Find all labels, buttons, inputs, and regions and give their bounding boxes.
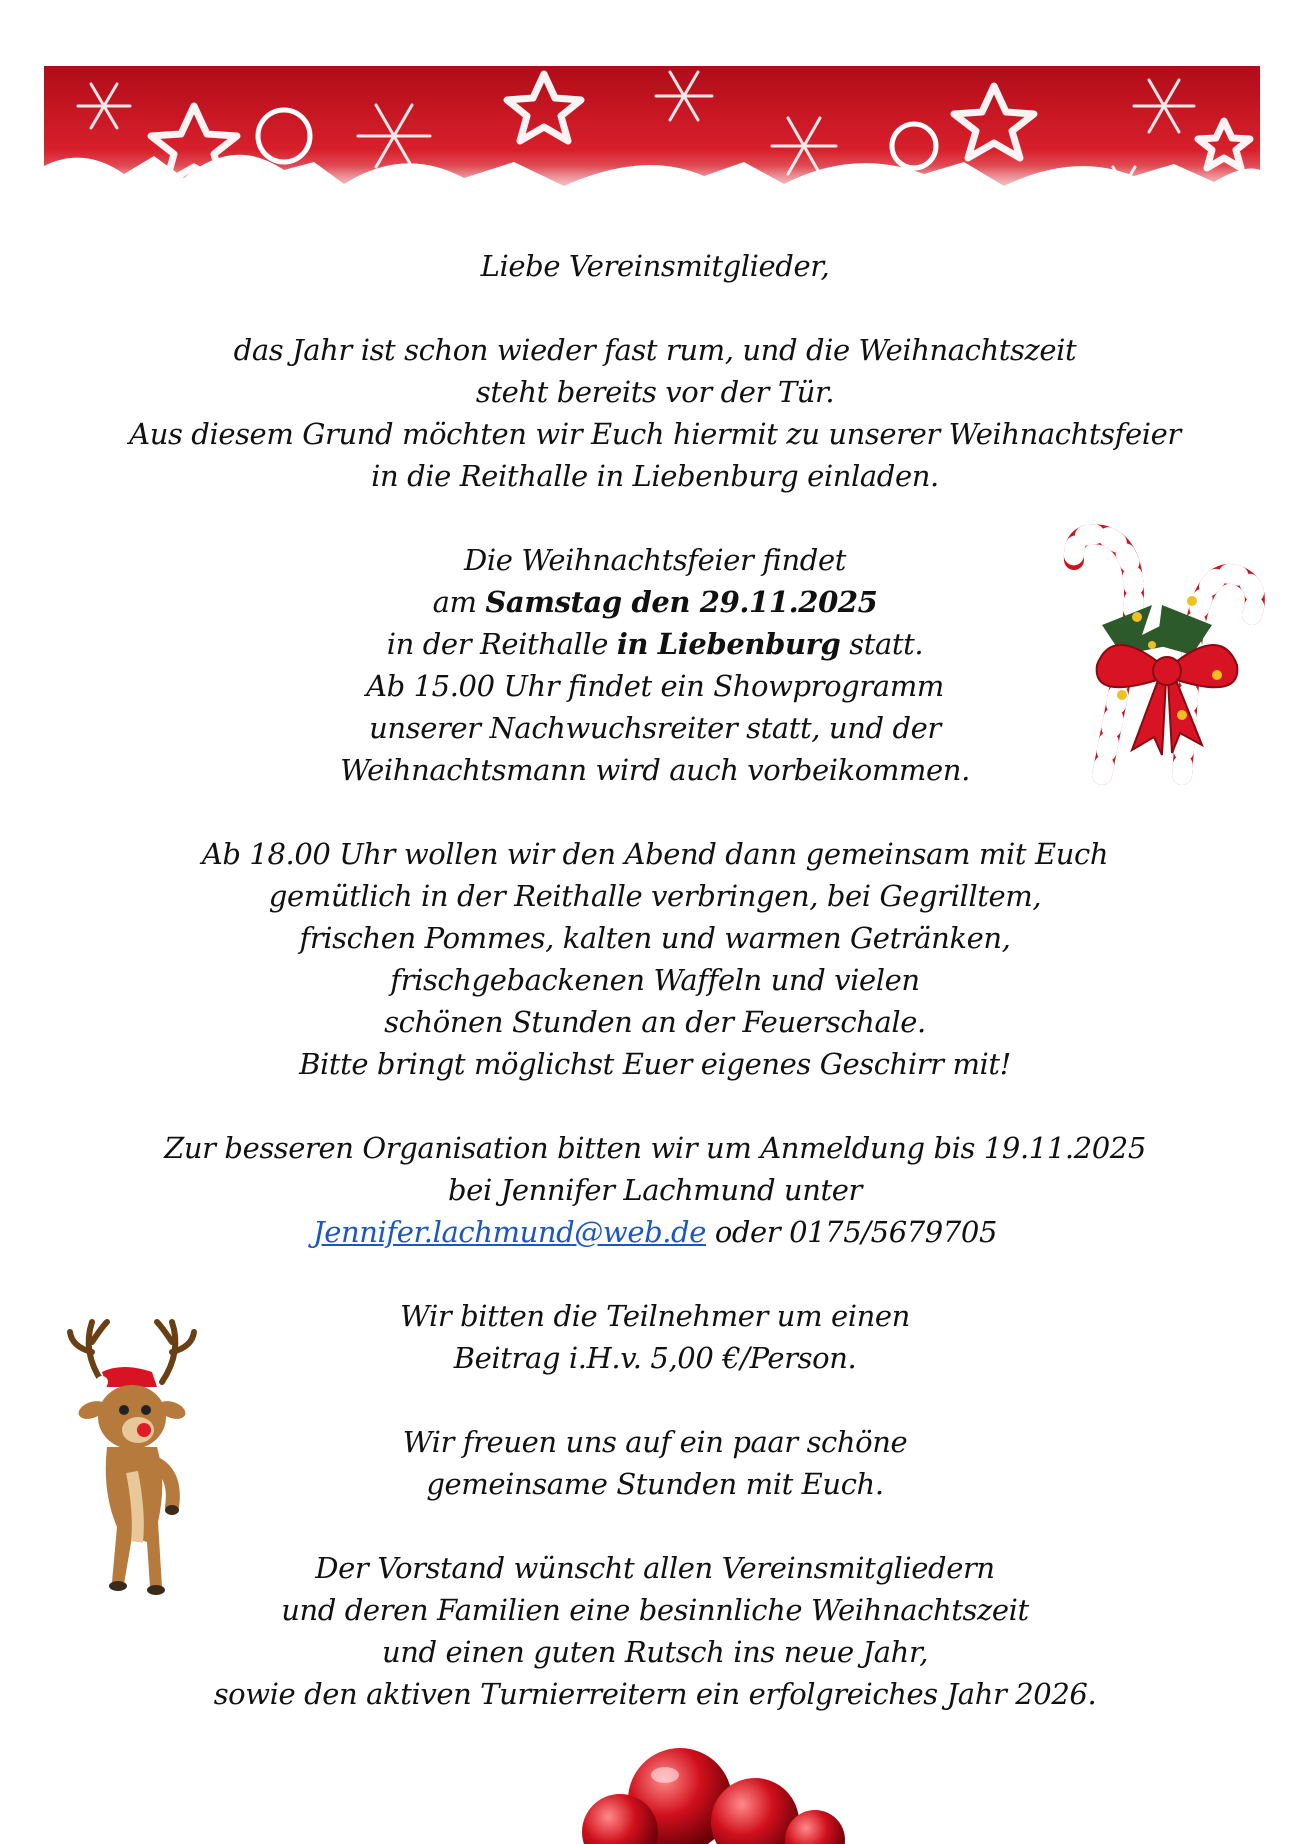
evening-line: schönen Stunden an der Feuerschale. <box>384 1005 926 1039</box>
intro-line: steht bereits vor der Tür. <box>475 375 835 409</box>
greeting: Liebe Vereinsmitglieder, <box>480 249 830 283</box>
event-location-line: in der Reithalle in Liebenburg statt. <box>386 627 924 661</box>
intro-line: Aus diesem Grund möchten wir Euch hiermit zu unserer Weihnachtsfeier <box>129 417 1181 451</box>
intro-line: das Jahr ist schon wieder fast rum, und die Weihnachtszeit <box>233 333 1077 367</box>
closing-line: und deren Familien eine besinnliche Weihnachtszeit <box>281 1593 1029 1627</box>
forward-line: Wir freuen uns auf ein paar schöne <box>402 1425 908 1459</box>
candy-cane-icon <box>1062 505 1272 790</box>
closing-line: sowie den aktiven Turnierreitern ein erfolgreiches Jahr 2026. <box>213 1677 1097 1711</box>
phone-text: oder 0175/5679705 <box>706 1215 998 1249</box>
evening-line: Ab 18.00 Uhr wollen wir den Abend dann gemeinsam mit Euch <box>201 837 1109 871</box>
contact-line <box>60 1211 1250 1253</box>
evening-line: gemütlich in der Reithalle verbringen, bei Gegrilltem, <box>268 879 1042 913</box>
letter-body <box>60 245 1250 1715</box>
evening-line: frischgebackenen Waffeln und vielen <box>390 963 920 997</box>
closing-line: Der Vorstand wünscht allen Vereinsmitgliedern <box>315 1551 995 1585</box>
forward-line: gemeinsame Stunden mit Euch. <box>426 1467 884 1501</box>
closing-line: und einen guten Rutsch ins neue Jahr, <box>381 1635 929 1669</box>
event-line: Ab 15.00 Uhr findet ein Showprogramm <box>366 669 944 703</box>
registration-line: Zur besseren Organisation bitten wir um Anmeldung bis 19.11.2025 <box>164 1131 1146 1165</box>
reindeer-icon <box>62 1312 202 1612</box>
event-date: Samstag den 29.11.2025 <box>485 585 878 619</box>
fee-line: Beitrag i.H.v. 5,00 €/Person. <box>453 1341 857 1375</box>
event-line: Weihnachtsmann wird auch vorbeikommen. <box>340 753 970 787</box>
registration-line: bei Jennifer Lachmund unter <box>448 1173 862 1207</box>
christmas-balls-icon <box>570 1740 850 1844</box>
event-date-line: am Samstag den 29.11.2025 <box>432 585 878 619</box>
evening-line: frischen Pommes, kalten und warmen Getränken, <box>299 921 1011 955</box>
fee-line: Wir bitten die Teilnehmer um einen <box>400 1299 910 1333</box>
evening-line: Bitte bringt möglichst Euer eigenes Geschirr mit! <box>299 1047 1011 1081</box>
event-line: unserer Nachwuchsreiter statt, und der <box>369 711 941 745</box>
christmas-banner <box>44 66 1260 206</box>
email-link[interactable]: Jennifer.lachmund@web.de <box>312 1215 706 1249</box>
event-location: in Liebenburg <box>616 627 841 661</box>
intro-line: in die Reithalle in Liebenburg einladen. <box>371 459 939 493</box>
event-line: Die Weihnachtsfeier findet <box>464 543 846 577</box>
